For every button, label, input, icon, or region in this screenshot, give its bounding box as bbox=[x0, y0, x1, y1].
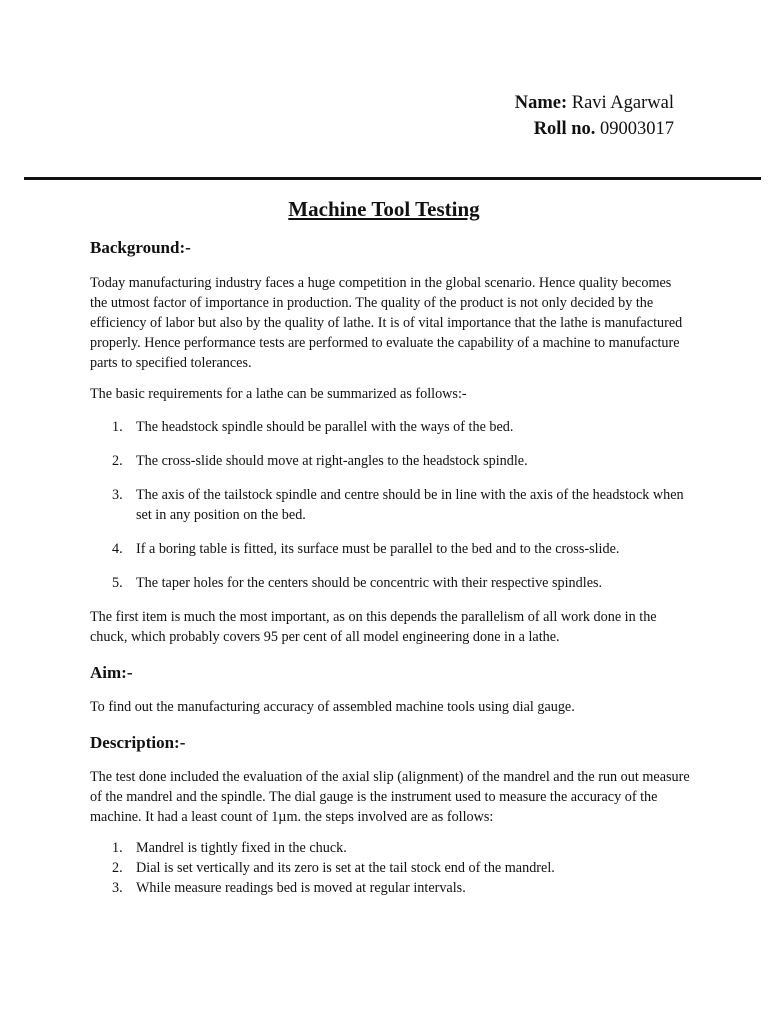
list-item bbox=[90, 573, 690, 593]
list-item bbox=[90, 878, 690, 898]
list-item bbox=[90, 485, 690, 525]
requirements-intro: The basic requirements for a lathe can be summarized as follows:- bbox=[90, 386, 467, 402]
list-number: 1. bbox=[112, 840, 123, 856]
list-number: 5. bbox=[112, 575, 123, 591]
list-item bbox=[90, 539, 690, 559]
list-number: 2. bbox=[112, 860, 123, 876]
aim-text: To find out the manufacturing accuracy of assembled machine tools using dial gauge. bbox=[90, 699, 575, 715]
list-item bbox=[90, 451, 690, 471]
roll-label: Roll no. bbox=[533, 119, 596, 139]
list-text: The taper holes for the centers should be concentric with their respective spindles. bbox=[136, 575, 603, 591]
list-text: Dial is set vertically and its zero is set at the tail stock end of the mandrel. bbox=[136, 860, 555, 876]
aim-heading: Aim:- bbox=[90, 663, 133, 682]
header-divider bbox=[24, 177, 761, 180]
list-item bbox=[90, 858, 690, 878]
name-value: Ravi Agarwal bbox=[571, 93, 674, 113]
description-heading: Description:- bbox=[90, 733, 186, 752]
list-number: 3. bbox=[112, 487, 123, 503]
background-paragraph: Today manufacturing industry faces a huge competition in the global scenario. Hence quality becomes the utmost factor of importance in production. The quality of the product is not only decided by the efficiency of labor but also by the quality of lathe. It is of vital importance that the lathe is manufactured properly. Hence performance tests are performed to evaluate the capability of a machine to manufacture parts to specified tolerances. bbox=[90, 275, 683, 371]
requirements-closing: The first item is much the most important, as on this depends the parallelism of all work done in the chuck, which probably covers 95 per cent of all model engineering done in a lathe. bbox=[90, 609, 657, 645]
name-line bbox=[515, 90, 674, 116]
list-number: 2. bbox=[112, 453, 123, 469]
description-paragraph: The test done included the evaluation of the axial slip (alignment) of the mandrel and the run out measure of the mandrel and the spindle. The dial gauge is the instrument used to measure the accuracy of the machine. It had a least count of 1µm. the steps involved are as follows: bbox=[90, 769, 690, 825]
page-title: Machine Tool Testing bbox=[288, 197, 480, 221]
author-block bbox=[515, 90, 674, 142]
requirements-list bbox=[90, 417, 690, 593]
list-text: If a boring table is fitted, its surface must be parallel to the bed and to the cross-slide. bbox=[136, 541, 620, 557]
list-number: 4. bbox=[112, 541, 123, 557]
list-text: The cross-slide should move at right-angles to the headstock spindle. bbox=[136, 453, 528, 469]
list-item bbox=[90, 838, 690, 858]
steps-list bbox=[90, 838, 690, 898]
list-text: Mandrel is tightly fixed in the chuck. bbox=[136, 840, 347, 856]
list-number: 3. bbox=[112, 880, 123, 896]
list-text: The headstock spindle should be parallel with the ways of the bed. bbox=[136, 419, 514, 435]
list-text: The axis of the tailstock spindle and centre should be in line with the axis of the headstock when set in any position on the bed. bbox=[136, 487, 684, 523]
document-body bbox=[90, 236, 690, 898]
roll-value: 09003017 bbox=[600, 119, 674, 139]
roll-line bbox=[515, 116, 674, 142]
list-number: 1. bbox=[112, 419, 123, 435]
name-label: Name: bbox=[514, 93, 568, 113]
list-item bbox=[90, 417, 690, 437]
list-text: While measure readings bed is moved at regular intervals. bbox=[136, 880, 466, 896]
background-heading: Background:- bbox=[90, 238, 191, 257]
